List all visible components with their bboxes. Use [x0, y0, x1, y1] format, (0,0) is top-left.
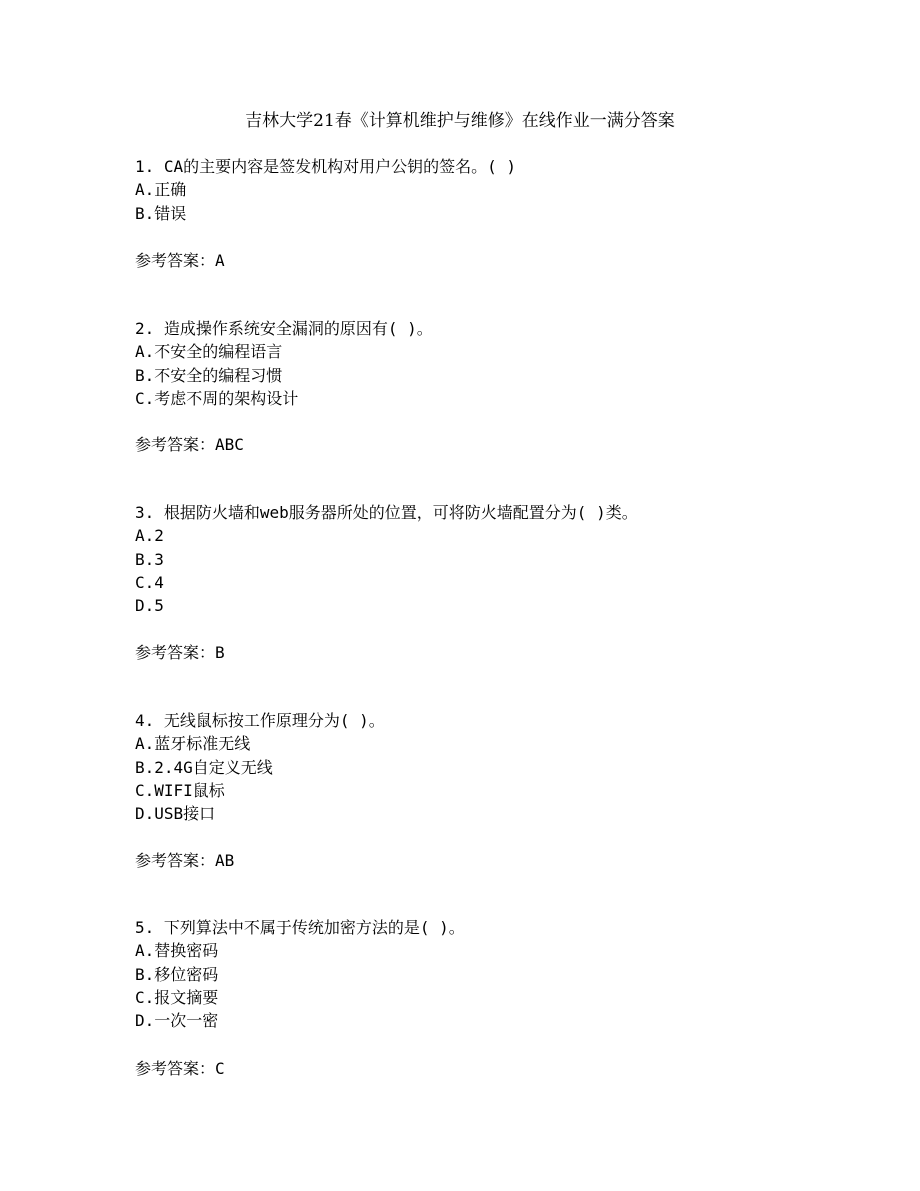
option-b: B.2.4G自定义无线 [135, 757, 273, 777]
option-d: D.USB接口 [135, 804, 216, 824]
question-stem: 3. 根据防火墙和web服务器所处的位置，可将防火墙配置分为( )类。 [135, 503, 638, 522]
question-stem: 4. 无线鼠标按工作原理分为( )。 [135, 711, 385, 730]
option-c: C.4 [135, 572, 164, 592]
option-c: C.WIFI鼠标 [135, 780, 225, 800]
answer-2 [135, 433, 244, 456]
question-stem: 2. 造成操作系统安全漏洞的原因有( )。 [135, 319, 433, 338]
option-a: A.正确 [135, 180, 187, 200]
answer-4 [135, 849, 234, 872]
answer-value: A [215, 251, 225, 270]
question-4 [135, 709, 855, 825]
option-c: C.报文摘要 [135, 987, 219, 1007]
option-b: B.不安全的编程习惯 [135, 365, 283, 385]
question-5 [135, 916, 855, 1032]
option-b: B.3 [135, 549, 164, 569]
answer-5 [135, 1057, 225, 1080]
option-a: A.替换密码 [135, 941, 219, 961]
document-title: 吉林大学21春《计算机维护与维修》在线作业一满分答案 [245, 111, 675, 131]
option-a: A.不安全的编程语言 [135, 342, 283, 362]
question-1 [135, 155, 855, 225]
option-b: B.移位密码 [135, 964, 219, 984]
answer-value: AB [215, 851, 235, 870]
option-a: A.2 [135, 526, 164, 546]
question-2 [135, 317, 855, 410]
answer-label: 参考答案： [135, 1059, 216, 1078]
question-3 [135, 501, 855, 617]
answer-label: 参考答案： [135, 251, 216, 270]
option-a: A.蓝牙标准无线 [135, 734, 251, 754]
answer-value: B [215, 643, 225, 662]
option-b: B.错误 [135, 203, 187, 223]
question-stem: 5. 下列算法中不属于传统加密方法的是( )。 [135, 918, 465, 937]
answer-label: 参考答案： [135, 851, 216, 870]
answer-label: 参考答案： [135, 435, 216, 454]
answer-label: 参考答案： [135, 643, 216, 662]
answer-value: C [215, 1059, 225, 1078]
answer-value: ABC [215, 435, 244, 454]
option-d: D.一次一密 [135, 1011, 219, 1031]
option-d: D.5 [135, 596, 164, 616]
option-c: C.考虑不周的架构设计 [135, 388, 299, 408]
answer-1 [135, 249, 225, 272]
answer-3 [135, 641, 225, 664]
question-stem: 1. CA的主要内容是签发机构对用户公钥的签名。( ) [135, 157, 517, 176]
